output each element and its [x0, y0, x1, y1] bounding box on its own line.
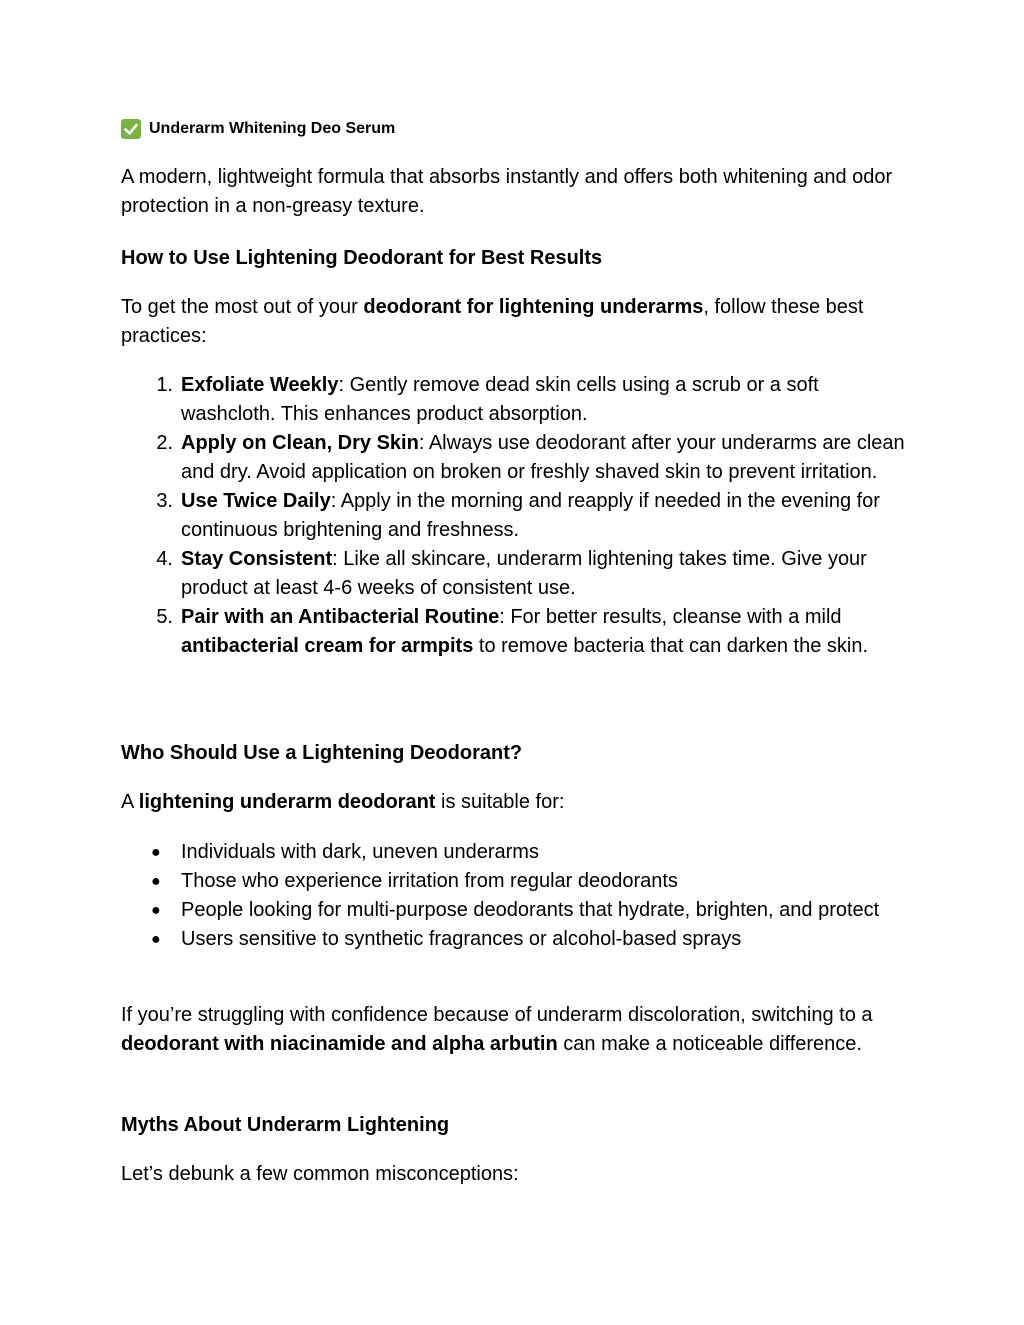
list-number: 4.	[156, 548, 173, 570]
section-heading-myths: Myths About Underarm Lightening	[121, 1114, 450, 1136]
bullet-icon: ●	[151, 902, 161, 919]
lead-emphasis: deodorant for lightening underarms	[363, 296, 704, 318]
suitability-list	[121, 838, 911, 954]
list-item: 2. Apply on Clean, Dry Skin: Always use deodorant after your underarms are clean and dry. Avoid application on broken or freshly shaved skin to prevent irritation.	[121, 429, 911, 487]
list-number: 5.	[156, 606, 173, 628]
bullet-icon: ●	[151, 844, 161, 861]
how-to-use-lead: To get the most out of your deodorant for lightening underarms, follow these best practices:	[121, 296, 864, 347]
lead-emphasis: lightening underarm deodorant	[138, 791, 436, 813]
list-item: 4. Stay Consistent: Like all skincare, underarm lightening takes time. Give your product at least 4-6 weeks of consistent use.	[121, 545, 911, 603]
list-item: ● Those who experience irritation from regular deodorants	[121, 867, 911, 896]
closing-emphasis: deodorant with niacinamide and alpha arbutin	[121, 1033, 558, 1055]
section-heading-how-to-use: How to Use Lightening Deodorant for Best Results	[121, 247, 603, 269]
bullet-icon: ●	[151, 931, 161, 948]
list-item: 1. Exfoliate Weekly: Gently remove dead skin cells using a scrub or a soft washcloth. This enhances product absorption.	[121, 371, 911, 429]
check-mark-icon	[121, 119, 141, 139]
list-item: ● People looking for multi-purpose deodorants that hydrate, brighten, and protect	[121, 896, 911, 925]
list-number: 3.	[156, 490, 173, 512]
list-item: 3. Use Twice Daily: Apply in the morning and reapply if needed in the evening for continuous brightening and freshness.	[121, 487, 911, 545]
product-title-line	[121, 119, 395, 139]
myths-lead: Let’s debunk a few common misconceptions:	[121, 1163, 519, 1185]
list-number: 1.	[156, 374, 173, 396]
list-number: 2.	[156, 432, 173, 454]
list-item: ● Individuals with dark, uneven underarms	[121, 838, 911, 867]
bullet-icon: ●	[151, 873, 161, 890]
intro-paragraph: A modern, lightweight formula that absorbs instantly and offers both whitening and odor protection in a non-greasy texture.	[121, 166, 893, 217]
who-should-use-lead: A lightening underarm deodorant is suitable for:	[121, 791, 565, 813]
steps-list	[121, 371, 911, 661]
product-title: Underarm Whitening Deo Serum	[149, 120, 396, 137]
list-item: ● Users sensitive to synthetic fragrances or alcohol-based sprays	[121, 925, 911, 954]
section-heading-who-should-use: Who Should Use a Lightening Deodorant?	[121, 742, 523, 764]
list-item: 5. Pair with an Antibacterial Routine: For better results, cleanse with a mild antibacterial cream for armpits to remove bacteria that can darken the skin.	[121, 603, 911, 661]
closing-paragraph: If you’re struggling with confidence because of underarm discoloration, switching to a deodorant with niacinamide and alpha arbutin can make a noticeable difference.	[121, 1004, 873, 1055]
